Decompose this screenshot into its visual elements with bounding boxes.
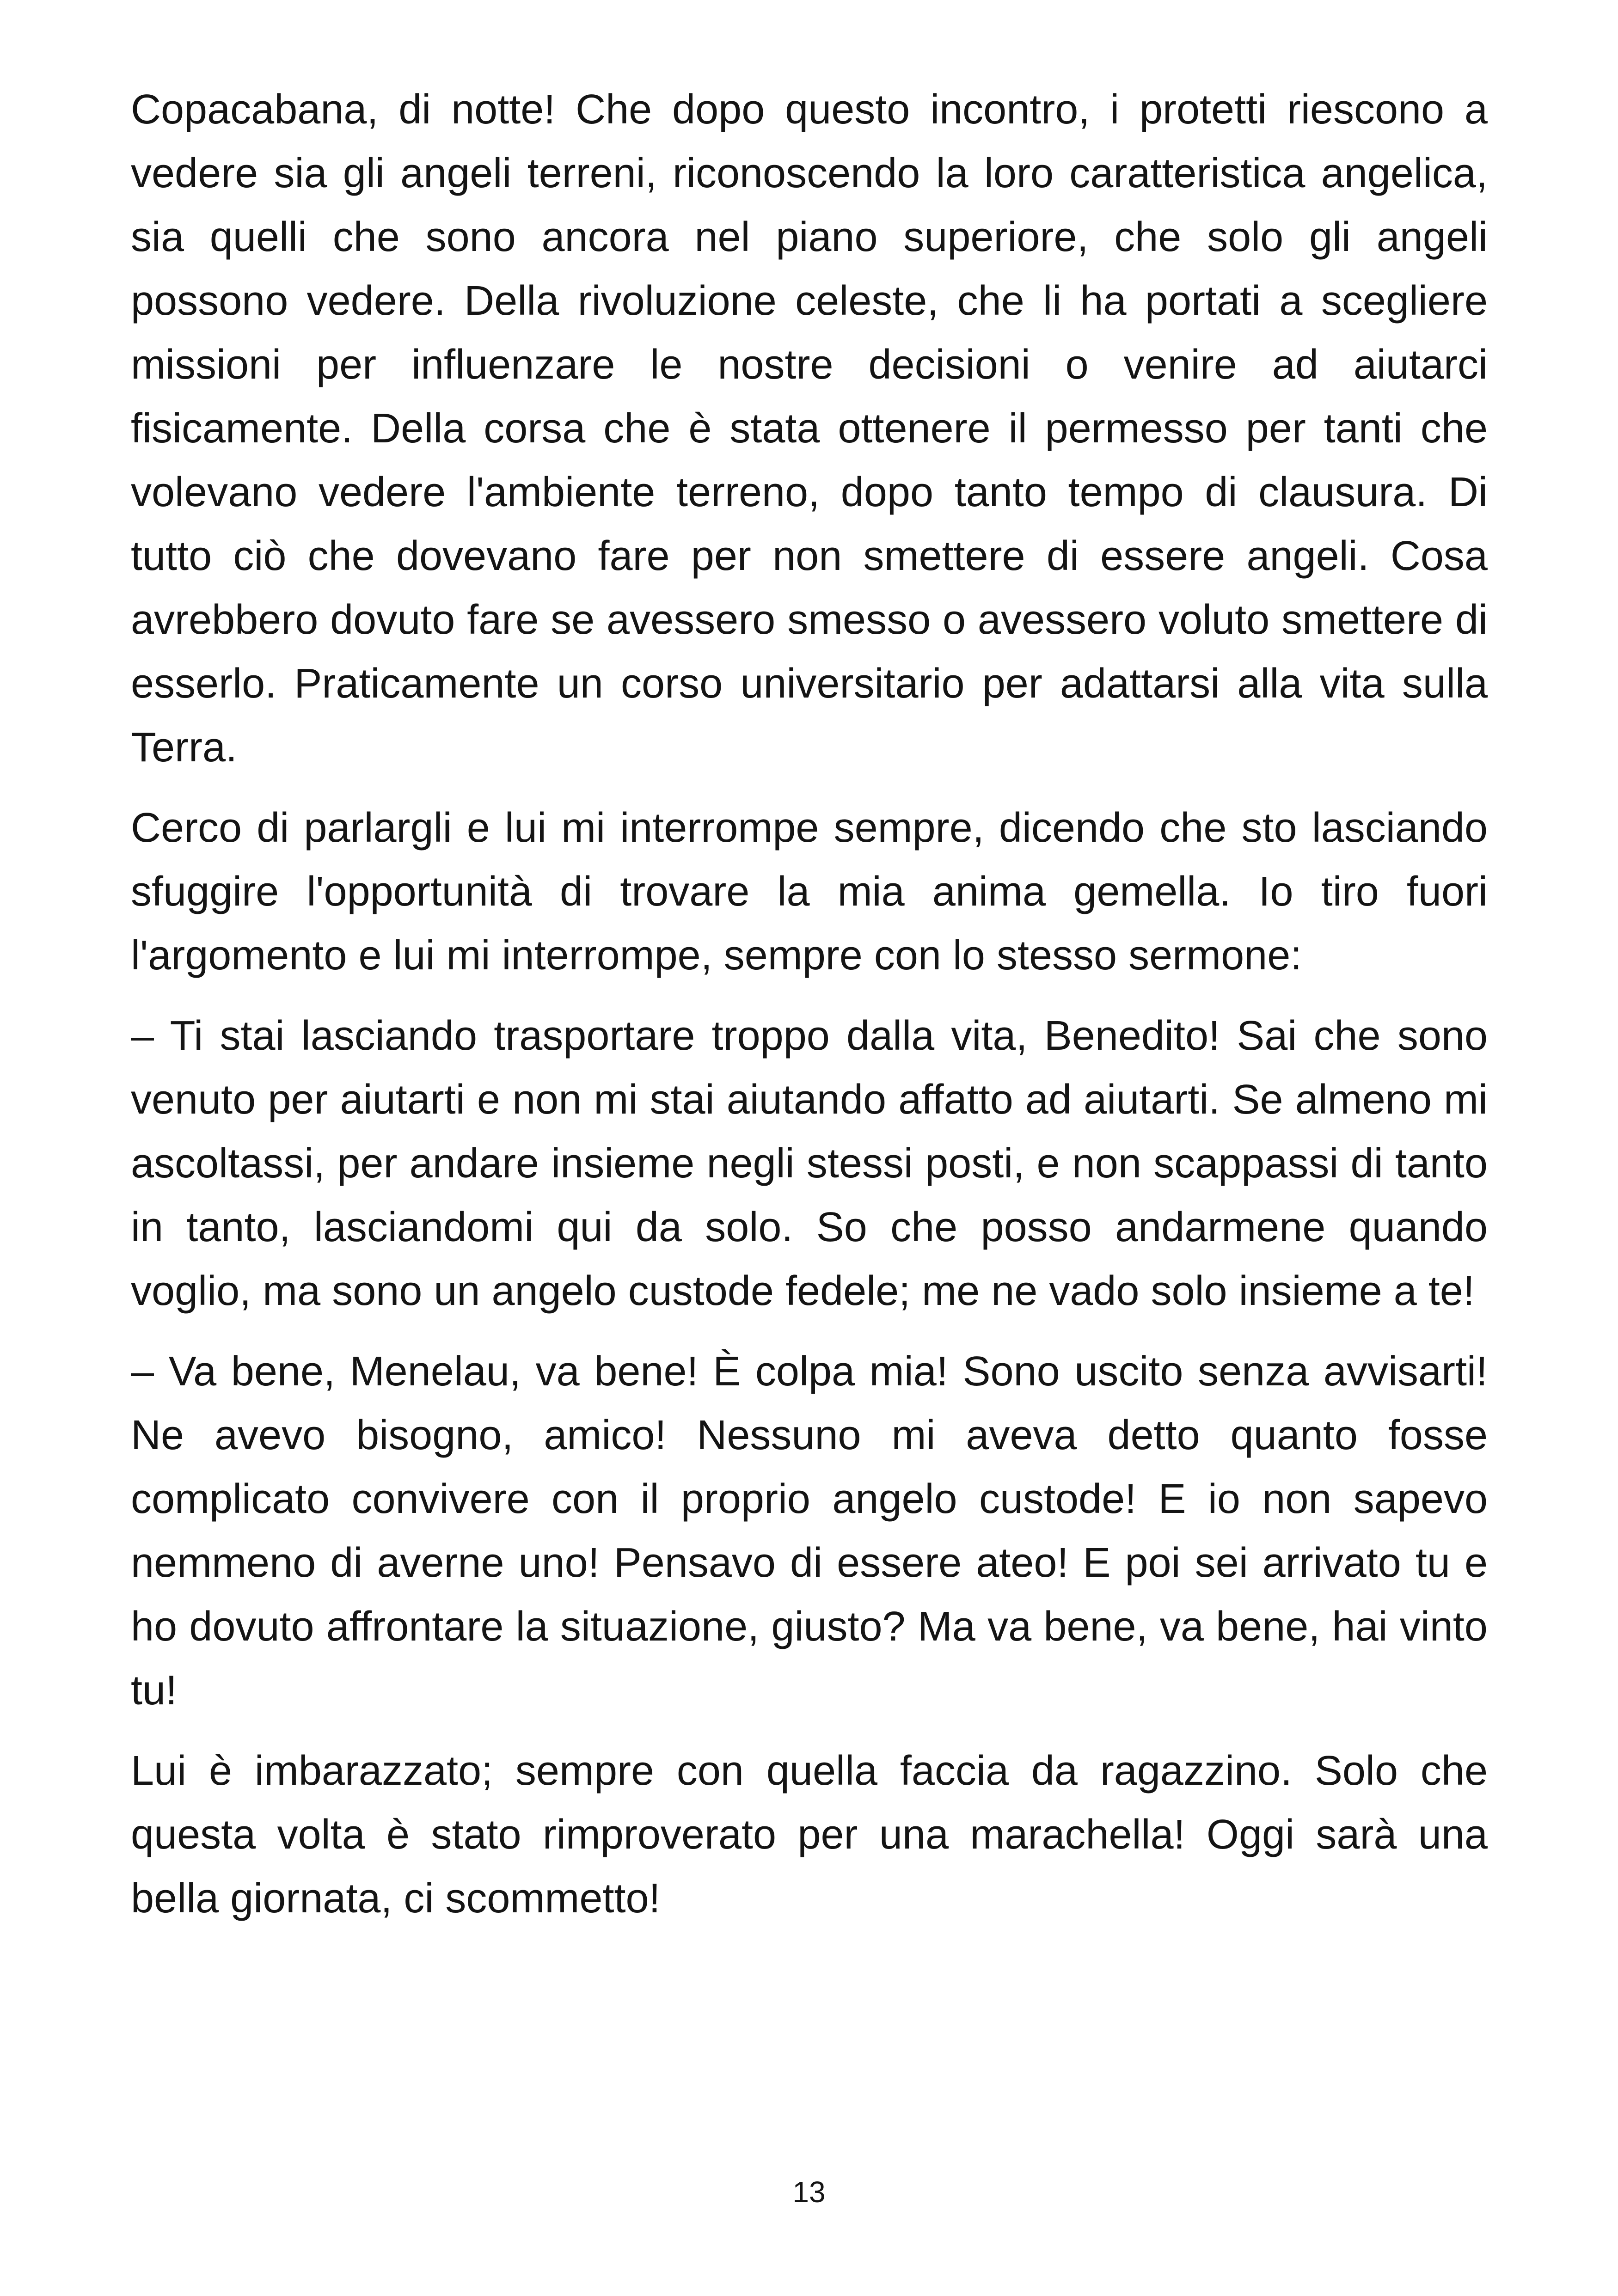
paragraph-1: Copacabana, di notte! Che dopo questo incontro, i protetti riescono a vedere sia gli angeli terreni, riconoscendo la loro caratteristica angelica, sia quelli che sono ancora nel piano superiore, che solo gli angeli possono vedere. Della rivoluzione celeste, che li ha portati a scegliere missioni per influenzare le nostre decisioni o venire ad aiutarci fisicamente. Della corsa che è stata ottenere il permesso per tanti che volevano vedere l'ambiente terreno, dopo tanto tempo di clausura. Di tutto ciò che dovevano fare per non smettere di essere angeli. Cosa avrebbero dovuto fare se avessero smesso o avessero voluto smettere di esserlo. Praticamente un corso universitario per adattarsi alla vita sulla Terra.	[131, 86, 1488, 771]
paragraph-4: – Va bene, Menelau, va bene! È colpa mia! Sono uscito senza avvisarti! Ne avevo bisogno, amico! Nessuno mi aveva detto quanto fosse complicato convivere con il proprio angelo custode! E io non sapevo nemmeno di averne uno! Pensavo di essere ateo! E poi sei arrivato tu e ho dovuto affrontare la situazione, giusto? Ma va bene, va bene, hai vinto tu!	[131, 1348, 1488, 1714]
body-text	[131, 78, 1488, 1947]
page-number: 13	[792, 2175, 826, 2209]
paragraph-2: Cerco di parlargli e lui mi interrompe sempre, dicendo che sto lasciando sfuggire l'opportunità di trovare la mia anima gemella. Io tiro fuori l'argomento e lui mi interrompe, sempre con lo stesso sermone:	[131, 805, 1488, 979]
paragraph-5: Lui è imbarazzato; sempre con quella faccia da ragazzino. Solo che questa volta è stato rimproverato per una marachella! Oggi sarà una bella giornata, ci scommetto!	[131, 1748, 1488, 1922]
paragraph-3: – Ti stai lasciando trasportare troppo dalla vita, Benedito! Sai che sono venuto per aiutarti e non mi stai aiutando affatto ad aiutarti. Se almeno mi ascoltassi, per andare insieme negli stessi posti, e non scappassi di tanto in tanto, lasciandomi qui da solo. So che posso andarmene quando voglio, ma sono un angelo custode fedele; me ne vado solo insieme a te!	[131, 1013, 1488, 1314]
